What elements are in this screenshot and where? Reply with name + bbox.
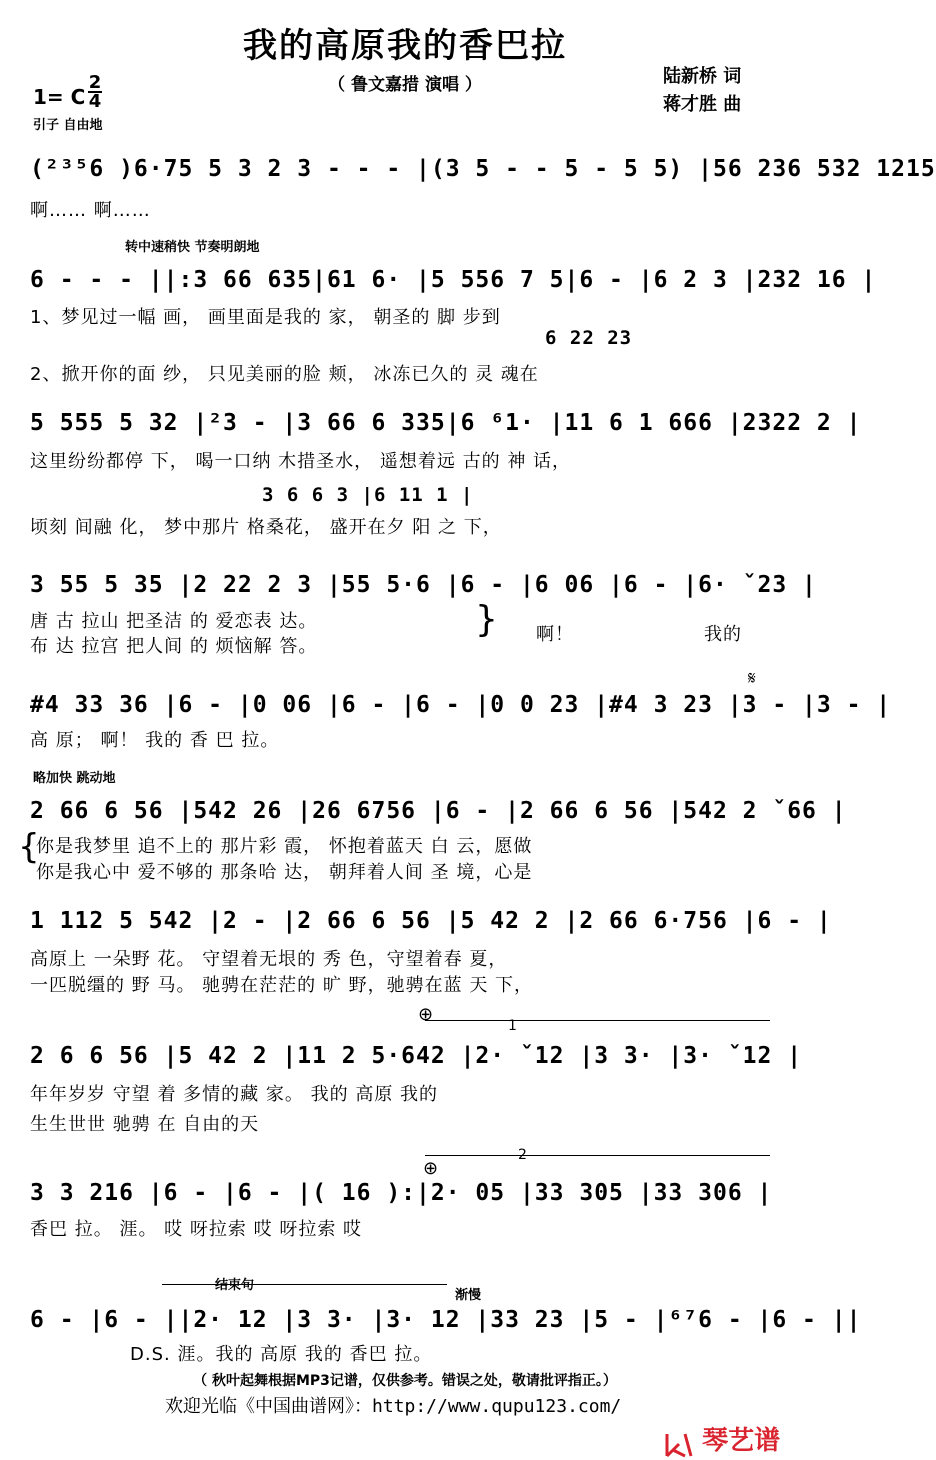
pickup-lyric: 我的 [704, 624, 742, 645]
page-title: 我的高原我的香巴拉 [243, 26, 567, 66]
tempo-mark-row-6: 略加快 跳动地 [33, 771, 116, 786]
coda-icon-2: ⊕ [423, 1158, 439, 1179]
volta-1-bracket [425, 1020, 770, 1021]
lyrics-row-1: 啊…… 啊…… [30, 200, 151, 221]
lyricist-credit: 陆新桥 词 [663, 66, 742, 87]
notes-row-1: (²³⁵6 )6·75 5 3 2 3 - - - |(3 5 - - 5 - 5 5) |56 236 532 1215 [30, 156, 936, 182]
lyrics-row-3-verse-1: 这里纷纷都停 下， 喝一口纳 木措圣水， 遥想着远 古的 神 话， [30, 451, 572, 472]
page-subtitle: （ 鲁文嘉措 演唱 ） [328, 75, 482, 95]
key-signature: 1= C [33, 85, 86, 109]
lyrics-row-5: 高 原； 啊！ 我的 香 巴 拉。 [30, 730, 280, 751]
alt-notes-row-3: 3 6 6 3 |6 11 1 | [262, 484, 474, 506]
ending-phrase-mark: 结束句 [215, 1278, 255, 1293]
website-welcome: 欢迎光临《中国曲谱网》：http://www.qupu123.com/ [165, 1396, 622, 1417]
time-signature-top: 2 [88, 72, 102, 93]
ritardando-mark: 渐慢 [455, 1288, 482, 1303]
volta-2-number: 2 [518, 1147, 527, 1163]
lyrics-row-7-verse-1: 高原上 一朵野 花。 守望着无垠的 秀 色，守望着春 夏， [30, 949, 508, 970]
site-logo [663, 1420, 780, 1460]
lyrics-row-9: 香巴 拉。 涯。 哎 呀拉索 哎 呀拉索 哎 [30, 1219, 363, 1240]
volta-2-bracket [425, 1155, 770, 1156]
coda-icon: ⊕ [418, 1004, 434, 1025]
intro-marking: 引子 自由地 [33, 118, 103, 133]
brace-symbol: } [475, 599, 498, 640]
notes-row-3: 5 555 5 32 |²3 - |3 66 6 335|6 ⁶1· |11 6 1 666 |2322 2 | [30, 410, 862, 436]
logo-icon [663, 1430, 697, 1460]
interjection-lyric: 啊！ [536, 624, 574, 645]
lyrics-row-6-verse-1: 你是我梦里 追不上的 那片彩 霞， 怀抱着蓝天 白 云，愿做 [36, 836, 533, 857]
time-signature [88, 74, 102, 110]
lyrics-row-10: D.S. 涯。我的 高原 我的 香巴 拉。 [130, 1344, 433, 1365]
notes-row-9: 3 3 216 |6 - |6 - |( 16 ):|2· 05 |33 305 |33 306 | [30, 1180, 773, 1206]
notes-row-6: 2 66 6 56 |542 26 |26 6756 |6 - |2 66 6 56 |542 2 ˇ66 | [30, 798, 847, 824]
logo-text: 琴艺谱 [702, 1426, 781, 1456]
ending-phrase-line [162, 1284, 447, 1285]
lyrics-row-7-verse-2: 一匹脱缰的 野 马。 驰骋在茫茫的 旷 野，驰骋在蓝 天 下， [30, 975, 534, 996]
brace-left-symbol: { [18, 827, 40, 867]
tempo-mark-row-2: 转中速稍快 节奏明朗地 [125, 240, 260, 255]
notes-row-8: 2 6 6 56 |5 42 2 |11 2 5·642 |2· ˇ12 |3 3· |3· ˇ12 | [30, 1043, 803, 1069]
notes-row-2: 6 - - - ||:3 66 635|61 6· |5 556 7 5|6 - |6 2 3 |232 16 | [30, 267, 877, 293]
segno-icon: 𝄋 [748, 668, 756, 689]
notes-row-4: 3 55 5 35 |2 22 2 3 |55 5·6 |6 - |6 06 |6 - |6· ˇ23 | [30, 572, 817, 598]
lyrics-row-4-verse-2: 布 达 拉宫 把人间 的 烦恼解 答。 [30, 636, 318, 657]
lyrics-row-3-verse-2: 顷刻 间融 化， 梦中那片 格桑花， 盛开在夕 阳 之 下， [30, 517, 502, 538]
volta-1-number: 1 [508, 1018, 517, 1034]
composer-credit: 蒋才胜 曲 [663, 94, 742, 115]
notes-row-7: 1 112 5 542 |2 - |2 66 6 56 |5 42 2 |2 66 6·756 |6 - | [30, 908, 832, 934]
lyrics-row-2-verse-1: 1、梦见过一幅 画， 画里面是我的 家， 朝圣的 脚 步到 [30, 307, 501, 328]
transcriber-note: （ 秋叶起舞根据MP3记谱，仅供参考。错误之处，敬请批评指正。） [193, 1373, 617, 1389]
notes-row-5: #4 33 36 |6 - |0 06 |6 - |6 - |0 0 23 |#4 3 23 |3 - |3 - | [30, 692, 892, 718]
lyrics-row-8-verse-2: 生生世世 驰骋 在 自由的天 [30, 1114, 260, 1135]
notes-row-10: 6 - |6 - ||2· 12 |3 3· |3· 12 |33 23 |5 - |⁶⁷6 - |6 - || [30, 1307, 862, 1333]
alt-notes-row-2: 6 22 23 [545, 327, 633, 349]
lyrics-row-4-verse-1: 唐 古 拉山 把圣洁 的 爱恋表 达。 [30, 611, 318, 632]
lyrics-row-8-verse-1: 年年岁岁 守望 着 多情的藏 家。 我的 高原 我的 [30, 1084, 439, 1105]
lyrics-row-6-verse-2: 你是我心中 爱不够的 那条哈 达， 朝拜着人间 圣 境，心是 [36, 862, 533, 883]
time-signature-bottom: 4 [88, 91, 102, 112]
lyrics-row-2-verse-2: 2、掀开你的面 纱， 只见美丽的脸 颊， 冰冻已久的 灵 魂在 [30, 364, 539, 385]
